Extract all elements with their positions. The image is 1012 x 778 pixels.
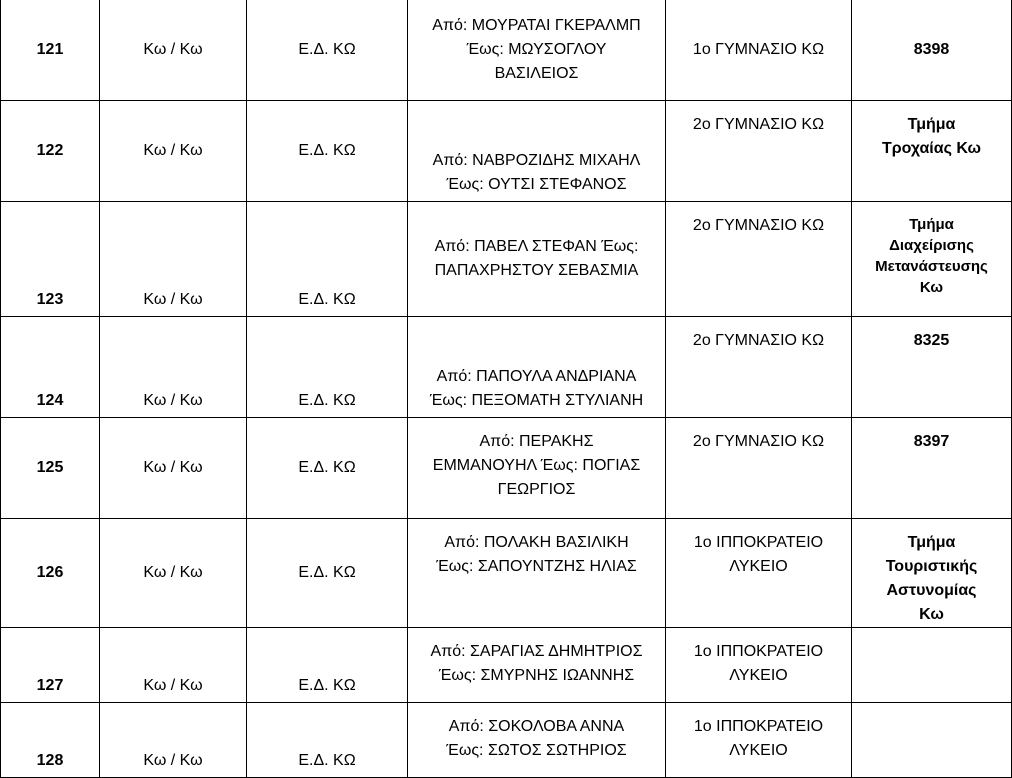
polling-place-cell: 1ο ΙΠΠΟΚΡΑΤΕΙΟ ΛΥΚΕΙΟ: [666, 628, 852, 703]
code-cell: 8398: [852, 0, 1012, 101]
surname-range-cell: Από: ΠΟΛΑΚΗ ΒΑΣΙΛΙΚΗ Έως: ΣΑΠΟΥΝΤΖΗΣ ΗΛΙΑΣ: [408, 519, 666, 628]
polling-place-cell: 2ο ΓΥΜΝΑΣΙΟ ΚΩ: [666, 418, 852, 519]
electoral-unit-cell: Ε.Δ. ΚΩ: [247, 317, 408, 418]
polling-place-cell: 2ο ΓΥΜΝΑΣΙΟ ΚΩ: [666, 101, 852, 202]
code-cell: 8397: [852, 418, 1012, 519]
surname-range-cell: Από: ΣΑΡΑΓΙΑΣ ΔΗΜΗΤΡΙΟΣ Έως: ΣΜΥΡΝΗΣ ΙΩΑΝΝΗΣ: [408, 628, 666, 703]
municipality-cell: Κω / Κω: [100, 418, 247, 519]
table-row: [1, 519, 1012, 628]
municipality-cell: Κω / Κω: [100, 202, 247, 317]
polling-place-cell: 1ο ΙΠΠΟΚΡΑΤΕΙΟ ΛΥΚΕΙΟ: [666, 519, 852, 628]
municipality-cell: Κω / Κω: [100, 703, 247, 778]
electoral-unit-cell: Ε.Δ. ΚΩ: [247, 418, 408, 519]
table-row: [1, 101, 1012, 202]
table-row: [1, 0, 1012, 101]
surname-range-cell: Από: ΠΑΠΟΥΛΑ ΑΝΔΡΙΑΝΑ Έως: ΠΕΞΟΜΑΤΗ ΣΤΥΛΙΑΝΗ: [408, 317, 666, 418]
polling-place-cell: 1ο ΙΠΠΟΚΡΑΤΕΙΟ ΛΥΚΕΙΟ: [666, 703, 852, 778]
table-row: [1, 628, 1012, 703]
municipality-cell: Κω / Κω: [100, 0, 247, 101]
polling-place-cell: 1ο ΓΥΜΝΑΣΙΟ ΚΩ: [666, 0, 852, 101]
electoral-unit-cell: Ε.Δ. ΚΩ: [247, 101, 408, 202]
municipality-cell: Κω / Κω: [100, 101, 247, 202]
surname-range-cell: Από: ΜΟΥΡΑΤΑΙ ΓΚΕΡΑΛΜΠ Έως: ΜΩΥΣΟΓΛΟΥ ΒΑΣΙΛΕΙΟΣ: [408, 0, 666, 101]
electoral-unit-cell: Ε.Δ. ΚΩ: [247, 0, 408, 101]
row-number: 125: [1, 418, 100, 519]
table-row: [1, 418, 1012, 519]
row-number: 127: [1, 628, 100, 703]
polling-place-cell: 2ο ΓΥΜΝΑΣΙΟ ΚΩ: [666, 202, 852, 317]
row-number: 128: [1, 703, 100, 778]
code-cell: [852, 628, 1012, 703]
surname-range-cell: Από: ΠΑΒΕΛ ΣΤΕΦΑΝ Έως: ΠΑΠΑΧΡΗΣΤΟΥ ΣΕΒΑΣΜΙΑ: [408, 202, 666, 317]
row-number: 124: [1, 317, 100, 418]
table-row: [1, 703, 1012, 778]
row-number: 123: [1, 202, 100, 317]
municipality-cell: Κω / Κω: [100, 519, 247, 628]
municipality-cell: Κω / Κω: [100, 317, 247, 418]
row-number: 122: [1, 101, 100, 202]
polling-place-cell: 2ο ΓΥΜΝΑΣΙΟ ΚΩ: [666, 317, 852, 418]
code-cell: Τμήμα Διαχείρισης Μετανάστευσης Κω: [852, 202, 1012, 317]
electoral-unit-cell: Ε.Δ. ΚΩ: [247, 202, 408, 317]
code-cell: 8325: [852, 317, 1012, 418]
row-number: 126: [1, 519, 100, 628]
code-cell: [852, 703, 1012, 778]
electoral-unit-cell: Ε.Δ. ΚΩ: [247, 628, 408, 703]
code-cell: Τμήμα Τροχαίας Κω: [852, 101, 1012, 202]
electoral-unit-cell: Ε.Δ. ΚΩ: [247, 519, 408, 628]
municipality-cell: Κω / Κω: [100, 628, 247, 703]
electoral-unit-cell: Ε.Δ. ΚΩ: [247, 703, 408, 778]
table-row: [1, 317, 1012, 418]
surname-range-cell: Από: ΣΟΚΟΛΟΒΑ ΑΝΝΑ Έως: ΣΩΤΟΣ ΣΩΤΗΡΙΟΣ: [408, 703, 666, 778]
code-cell: Τμήμα Τουριστικής Αστυνομίας Κω: [852, 519, 1012, 628]
surname-range-cell: Από: ΠΕΡΑΚΗΣ ΕΜΜΑΝΟΥΗΛ Έως: ΠΟΓΙΑΣ ΓΕΩΡΓΙΟΣ: [408, 418, 666, 519]
row-number: 121: [1, 0, 100, 101]
surname-range-cell: Από: ΝΑΒΡΟΖΙΔΗΣ ΜΙΧΑΗΛ Έως: ΟΥΤΣΙ ΣΤΕΦΑΝΟΣ: [408, 101, 666, 202]
table-row: [1, 202, 1012, 317]
